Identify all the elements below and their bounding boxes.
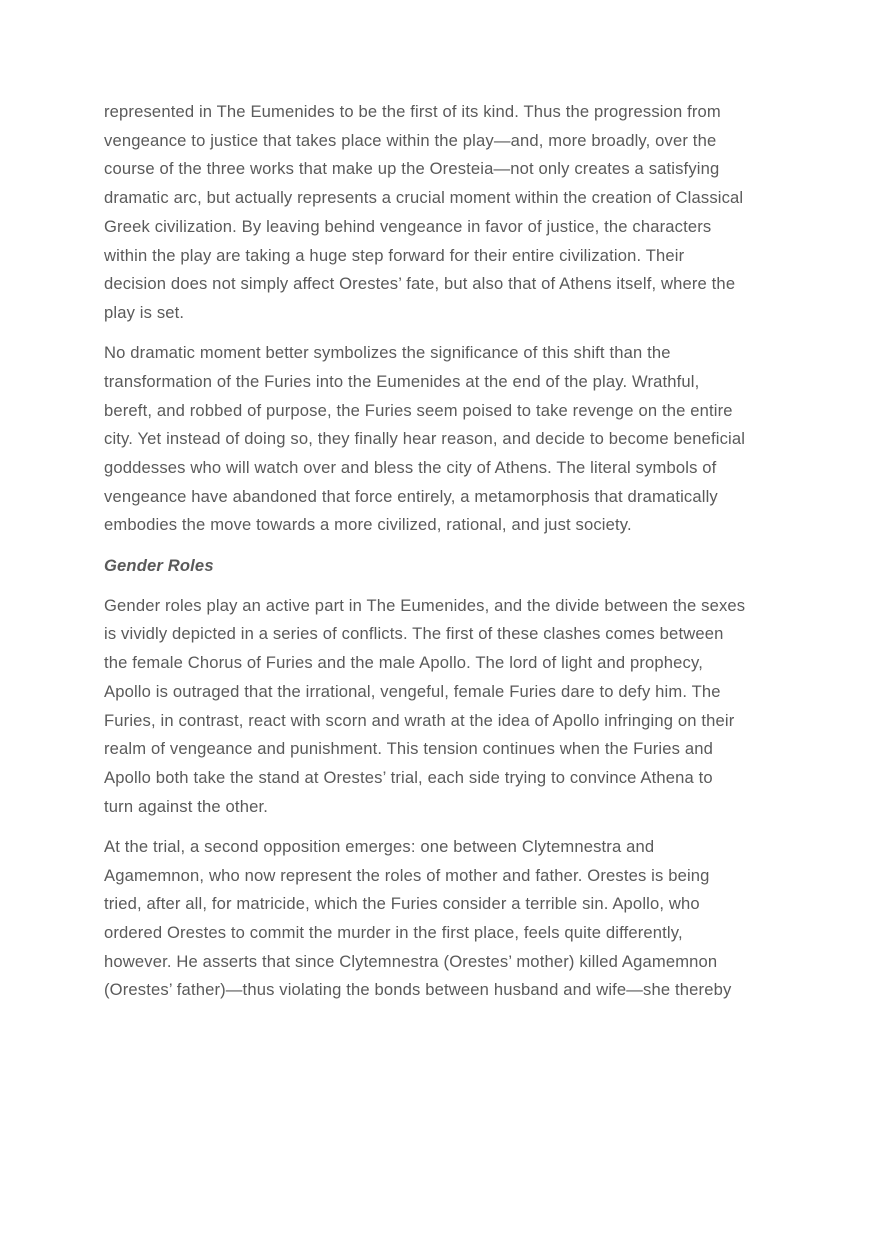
- text-line: vengeance to justice that takes place within the play—and, more broadly, over the: [104, 130, 717, 150]
- text-line: No dramatic moment better symbolizes the significance of this shift than the: [104, 343, 671, 363]
- text-line: goddesses who will watch over and bless the city of Athens. The literal symbols of: [104, 457, 717, 477]
- document-body: [104, 98, 804, 1017]
- text-line: ordered Orestes to commit the murder in the first place, feels quite differently,: [104, 922, 683, 942]
- text-line: turn against the other.: [104, 796, 268, 816]
- text-line: is vividly depicted in a series of conflicts. The first of these clashes comes between: [104, 624, 724, 644]
- text-line: (Orestes’ father)—thus violating the bonds between husband and wife—she thereby: [104, 980, 732, 1000]
- text-line: Apollo is outraged that the irrational, vengeful, female Furies dare to defy him. The: [104, 681, 721, 701]
- text-line: vengeance have abandoned that force entirely, a metamorphosis that dramatically: [104, 486, 718, 506]
- text-line: tried, after all, for matricide, which the Furies consider a terrible sin. Apollo, who: [104, 894, 700, 914]
- text-line: Gender roles play an active part in The Eumenides, and the divide between the sexes: [104, 595, 746, 615]
- text-line: city. Yet instead of doing so, they finally hear reason, and decide to become beneficial: [104, 429, 746, 449]
- text-line: transformation of the Furies into the Eumenides at the end of the play. Wrathful,: [104, 371, 700, 391]
- text-line: within the play are taking a huge step forward for their entire civilization. Their: [104, 245, 685, 265]
- text-line: Furies, in contrast, react with scorn and wrath at the idea of Apollo infringing on their: [104, 710, 735, 730]
- text-line: Agamemnon, who now represent the roles of mother and father. Orestes is being: [104, 865, 710, 885]
- text-line: Greek civilization. By leaving behind vengeance in favor of justice, the characters: [104, 216, 712, 236]
- text-line: the female Chorus of Furies and the male Apollo. The lord of light and prophecy,: [104, 653, 703, 673]
- text-line: embodies the move towards a more civilized, rational, and just society.: [104, 515, 632, 535]
- text-line: bereft, and robbed of purpose, the Furies seem poised to take revenge on the entire: [104, 400, 733, 420]
- text-line: Apollo both take the stand at Orestes’ trial, each side trying to convince Athena to: [104, 767, 713, 787]
- text-line: realm of vengeance and punishment. This tension continues when the Furies and: [104, 739, 713, 759]
- text-line: At the trial, a second opposition emerges: one between Clytemnestra and: [104, 836, 655, 856]
- paragraph-2: [104, 339, 804, 540]
- text-line: decision does not simply affect Orestes’ fate, but also that of Athens itself, where the: [104, 274, 736, 294]
- paragraph-1: [104, 98, 804, 328]
- text-line: however. He asserts that since Clytemnestra (Orestes’ mother) killed Agamemnon: [104, 951, 718, 971]
- text-line: dramatic arc, but actually represents a crucial moment within the creation of Classical: [104, 188, 744, 208]
- section-heading: Gender Roles: [104, 555, 214, 575]
- paragraph-4: [104, 833, 804, 1005]
- text-line: course of the three works that make up the Oresteia—not only creates a satisfying: [104, 159, 720, 179]
- text-line: play is set.: [104, 302, 185, 322]
- paragraph-3: [104, 592, 804, 822]
- text-line: represented in The Eumenides to be the first of its kind. Thus the progression from: [104, 102, 721, 121]
